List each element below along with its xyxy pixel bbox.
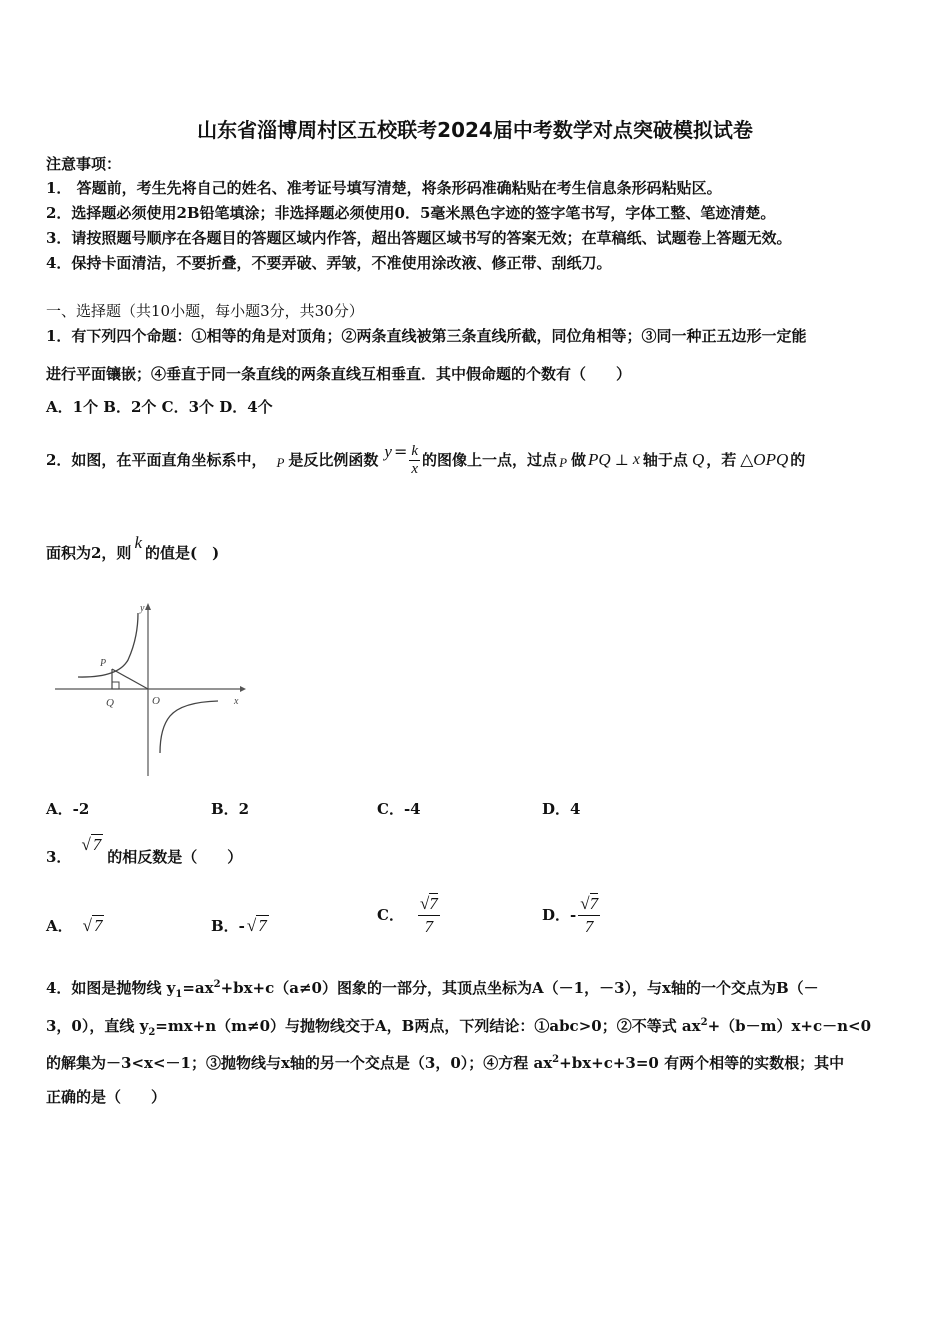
note-item-4: 4．保持卡面清洁，不要折叠，不要弄破、弄皱，不准使用涂改液、修正带、刮纸刀。 [46,254,612,272]
q2-point-p2: P [559,455,568,470]
label-q: Q [106,697,114,709]
q2-pq: PQ [588,450,611,469]
q2-line2-end: 的值是( ) [145,544,220,562]
q2-text-4: 做 [571,451,587,469]
q3-sqrt: √ 7 [81,835,102,854]
q3-radicand: 7 [92,835,102,854]
q3-option-d-num: √7 [578,893,600,916]
q2-stem [46,436,805,484]
q2-line2-text: 面积为2，则 [46,544,132,562]
q1-line1: 1．有下列四个命题：①相等的角是对顶角；②两条直线被第三条直线所截，同位角相等；③同一种正五边形一定能 [46,327,807,345]
q3-option-d [542,890,600,940]
q2-equals: = [393,442,408,461]
q3-option-c-fraction [418,893,440,938]
q2-text-5: 轴于点 [642,451,688,469]
q3-option-c-den: 7 [424,916,434,936]
q4-line3-a: 的解集为－3<x<－1；③抛物线与x轴的另一个交点是（3，0）；④方程 ax [46,1054,553,1072]
q4-line2-b: =mx+n（m≠0）与抛物线交于A，B两点，下列结论：①abc>0；②不等式 ax [155,1017,701,1035]
q2-var-y: y [384,442,392,461]
q4-line3-b: +bx+c+3=0 有两个相等的实数根；其中 [559,1054,845,1072]
q3-option-c-radicand: 7 [429,893,438,913]
q3-text: 的相反数是（ ） [107,848,243,866]
q3-option-d-label: D．- [542,906,577,924]
q3-option-c-label: C． [377,906,404,924]
q2-graph [50,598,250,778]
q3-stem [46,832,242,866]
q4-line1-b: =ax [182,979,214,997]
q4-line1 [46,976,819,1004]
y-axis-arrow [145,603,151,610]
label-p: P [100,658,107,669]
q2-frac-k: k [411,442,419,459]
q2-option-b: B．2 [211,800,250,818]
q4-line3 [46,1051,844,1072]
note-item-2: 2．选择题必须使用2B铅笔填涂；非选择题必须使用0．5毫米黑色字迹的签字笔书写，字体工整、笔迹清楚。 [46,204,776,222]
q2-option-d: D．4 [542,800,581,818]
q4-line1-c: +bx+c（a≠0）图象的一部分，其顶点坐标为A（－1，－3），与x轴的一个交点为B（－ [220,979,819,997]
label-y: y [140,603,145,614]
page-title: 山东省淄博周村区五校联考2024届中考数学对点突破模拟试卷 [197,118,753,142]
q2-triangle: △OPQ [740,450,789,469]
segment-po [112,669,148,689]
q3-option-c [377,890,440,940]
q2-perp: ⊥ [614,451,629,469]
q2-frac-x: x [411,460,419,477]
q4-line2 [46,1014,871,1042]
q3-option-a [46,917,104,935]
q1-options: A．1个 B．2个 C．3个 D．4个 [46,398,273,416]
q3-option-b-radicand: 7 [258,916,267,935]
q4-sub-1: 1 [175,989,183,1000]
q3-option-b-value: √ 7 [246,916,267,935]
q4-sup-2b: 2 [700,1017,708,1028]
q2-text-3: 的图像上一点，过点 [422,451,558,469]
q3-option-a-label: A． [46,917,73,935]
q2-option-c: C．-4 [377,800,421,818]
q4-line1-a: 4．如图是抛物线 y [46,979,176,997]
x-axis-arrow [240,686,246,692]
right-angle-mark [112,682,119,689]
q3-option-a-value: √ 7 [82,916,103,935]
q3-option-c-num: √7 [418,893,440,916]
q3-option-a-radicand: 7 [93,916,103,935]
q3-number: 3． [46,848,72,866]
q2-text-7: 的 [790,451,806,469]
q4-line2-c: +（b－m）x+c－n<0 [707,1017,872,1035]
q2-text-1: 2．如图，在平面直角坐标系中， [46,451,267,469]
note-item-1: 1． 答题前，考生先将自己的姓名、准考证号填写清楚，将条形码准确粘贴在考生信息条形码粘贴区。 [46,179,722,197]
q4-sub-2: 2 [148,1027,156,1038]
label-x: x [234,696,239,707]
curve-right [160,701,218,753]
q4-line2-a: 3，0），直线 y [46,1017,149,1035]
q2-var-k: k [134,533,142,552]
notes-heading: 注意事项： [46,155,122,173]
q3-option-d-radicand: 7 [589,893,599,913]
q4-sup-2c: 2 [552,1054,560,1065]
note-item-3: 3．请按照题号顺序在各题目的答题区域内作答，超出答题区域书写的答案无效；在草稿纸、试题卷上答题无效。 [46,229,792,247]
section-heading: 一、选择题（共10小题，每小题3分，共30分） [46,302,364,320]
q3-option-d-fraction [578,893,600,938]
q2-option-a: A．-2 [46,800,90,818]
q3-option-b-label: B．- [211,917,245,935]
q2-line2 [46,532,219,562]
q3-option-b [211,917,269,935]
q2-point-q: Q [691,450,705,469]
q2-var-x: x [632,451,640,468]
q4-line4: 正确的是（ ） [46,1088,167,1106]
curve-left [78,613,138,677]
q2-fraction [409,443,420,478]
q2-text-6: ，若 [706,451,737,469]
label-o: O [152,695,160,707]
q3-option-d-den: 7 [584,916,594,936]
q1-line2: 进行平面镶嵌；④垂直于同一条直线的两条直线互相垂直．其中假命题的个数有（ ） [46,365,632,383]
q4-sup-2: 2 [213,979,221,990]
q2-point-p: P [276,455,285,470]
q2-text-2: 是反比例函数 [288,451,379,469]
